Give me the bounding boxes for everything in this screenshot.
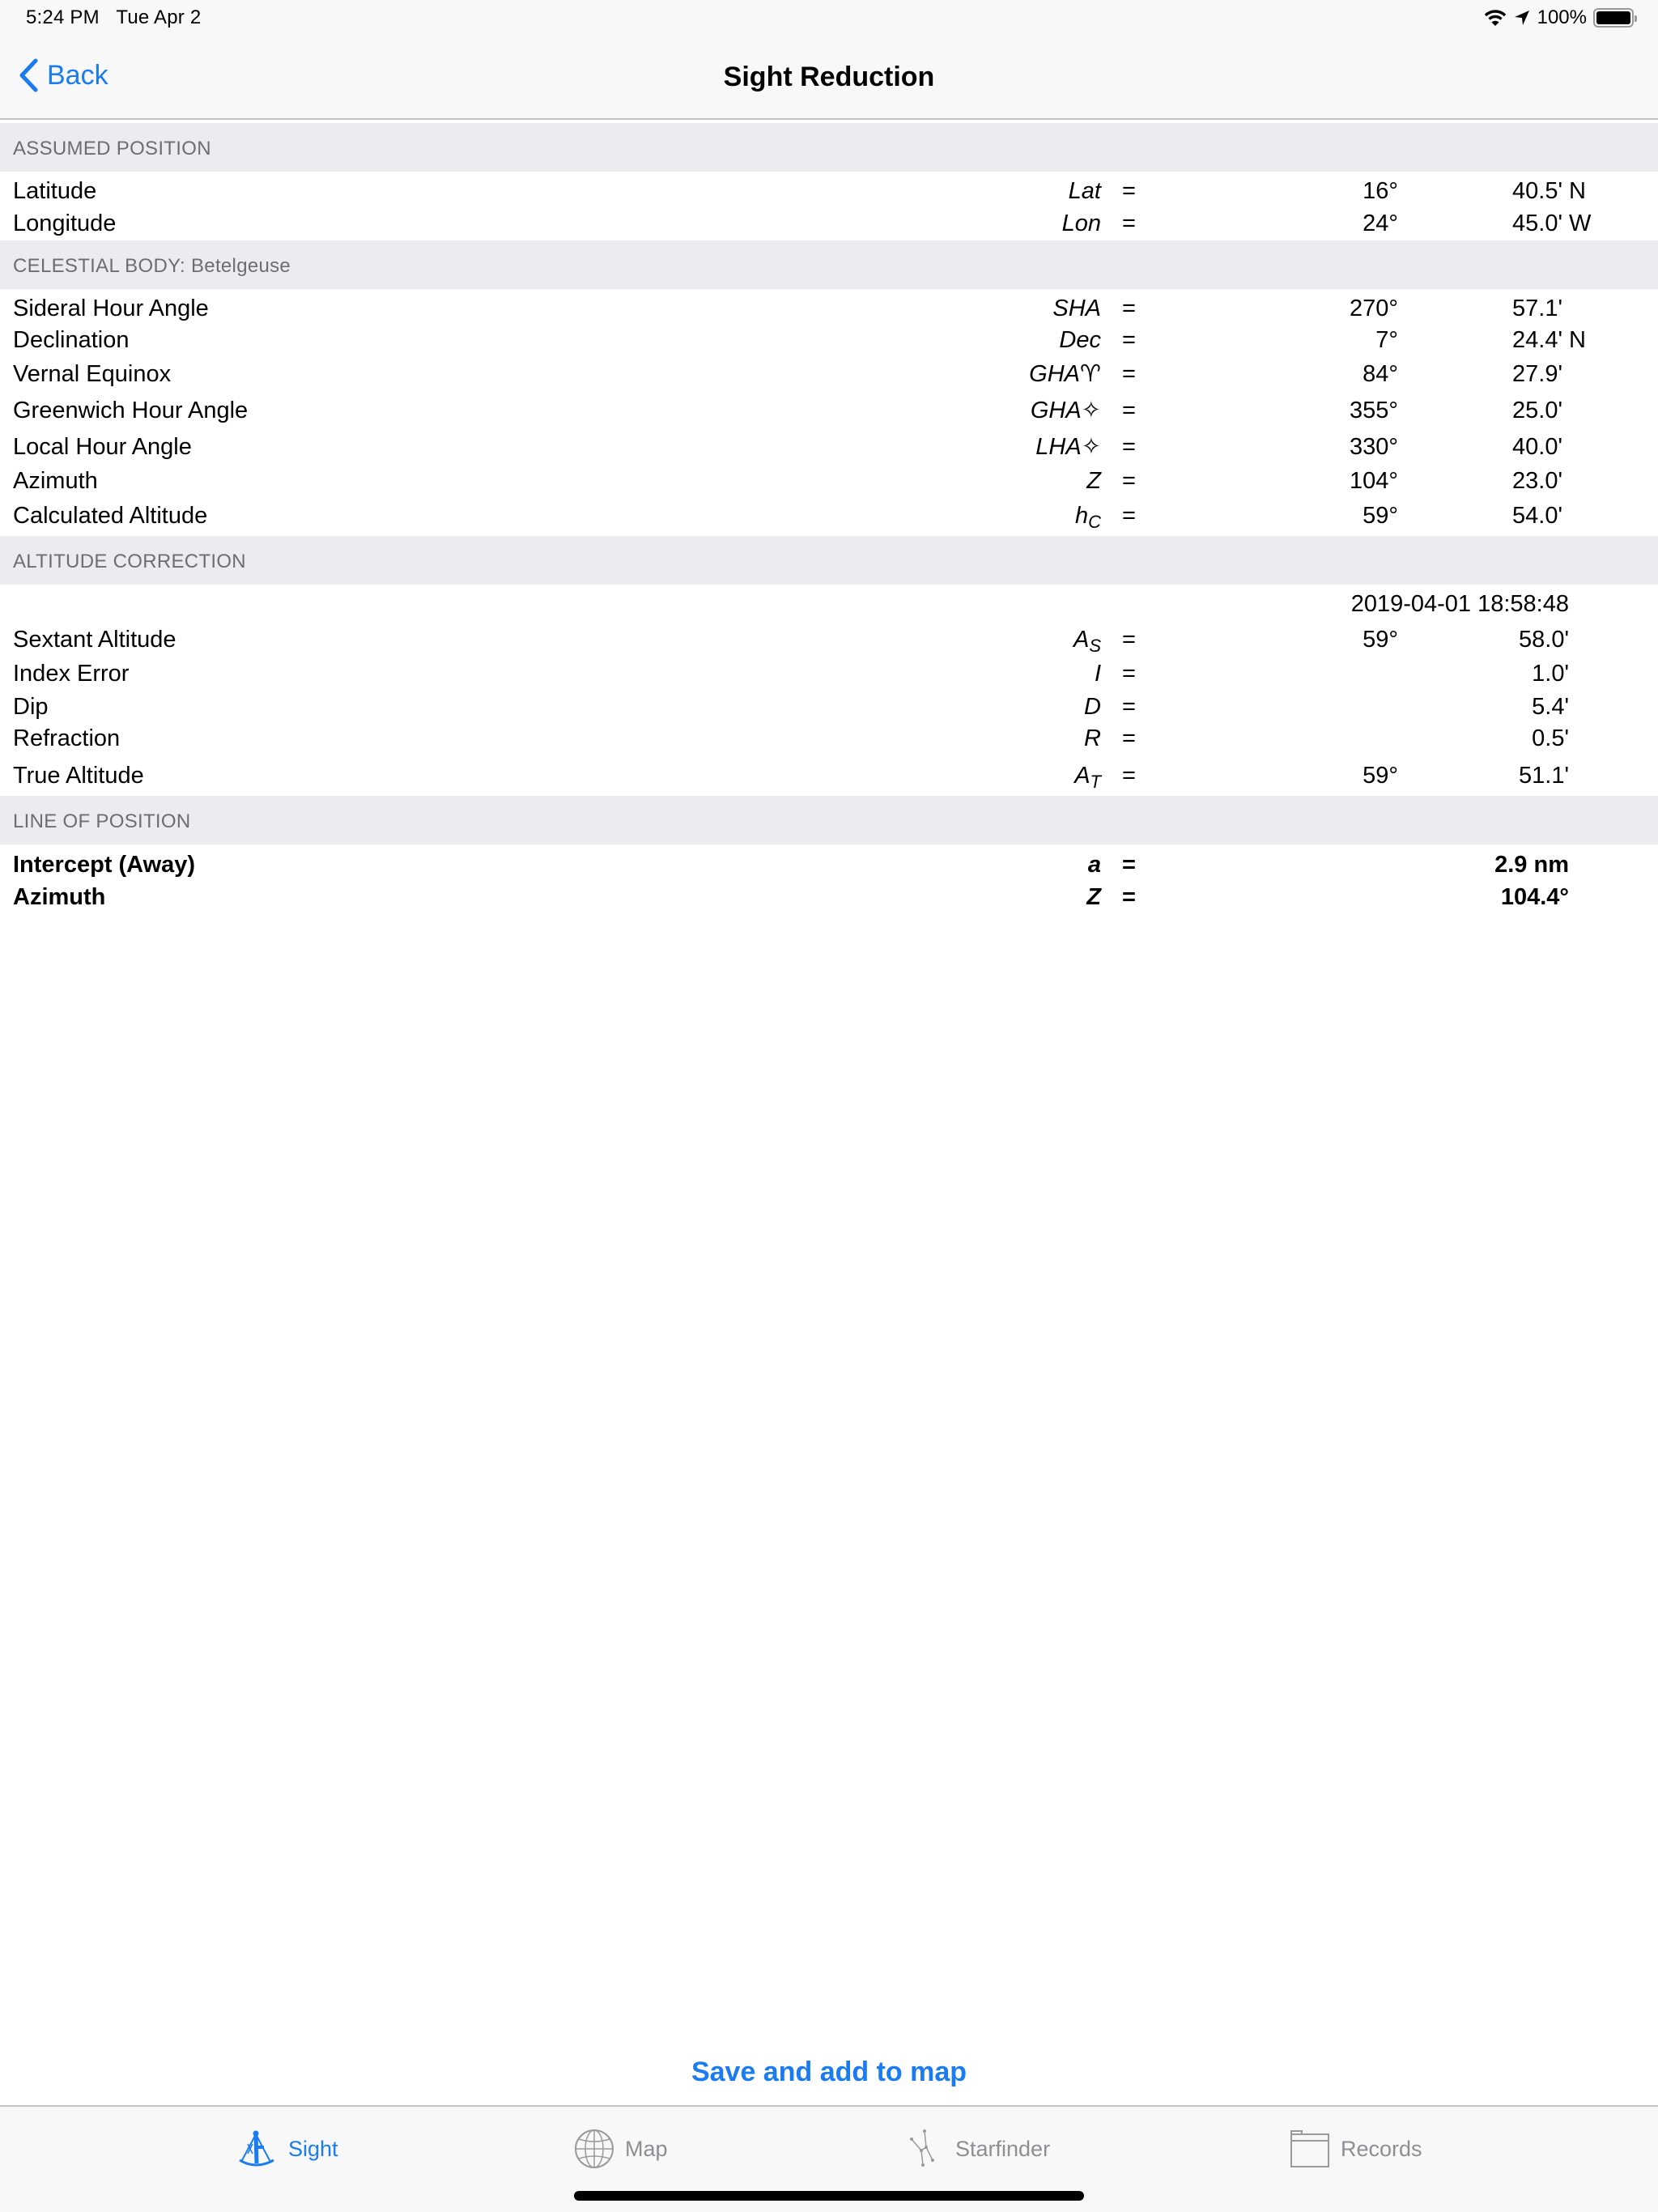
symbol-subscript: T	[1090, 772, 1101, 792]
status-time	[26, 6, 201, 29]
section-header-label: LINE OF POSITION	[13, 810, 191, 832]
row-symbol: a	[1087, 852, 1101, 878]
equals-sign: =	[1122, 327, 1136, 353]
save-and-add-to-map-button-container	[0, 2057, 1658, 2088]
minutes-value: 1.0'	[1532, 661, 1569, 687]
section-header-label: ASSUMED POSITION	[13, 138, 211, 160]
row-sextant-altitude	[0, 623, 1658, 656]
sight-timestamp: 2019-04-01 18:58:48	[1350, 591, 1569, 617]
row-label: Sideral Hour Angle	[13, 296, 209, 321]
minutes-value: 51.1'	[1519, 763, 1569, 789]
degrees-value: 270°	[1350, 296, 1398, 321]
azimuth-value: 104.4°	[1500, 884, 1569, 910]
symbol-subscript: C	[1088, 512, 1101, 532]
row-symbol: Z	[1086, 468, 1101, 494]
row-symbol	[1073, 623, 1101, 662]
row-true-altitude	[0, 759, 1658, 792]
folder-icon	[1289, 2128, 1331, 2170]
degrees-value: 355°	[1350, 398, 1398, 423]
tab-sight[interactable]	[236, 2126, 338, 2172]
row-label: Azimuth	[13, 468, 98, 494]
section-celestial-body	[0, 240, 1658, 289]
equals-sign: =	[1122, 763, 1136, 789]
row-index-error	[0, 657, 1658, 690]
equals-sign: =	[1122, 627, 1136, 653]
wifi-icon	[1484, 9, 1507, 27]
row-symbol: Lat	[1068, 178, 1101, 204]
section-altitude-correction	[0, 536, 1658, 585]
section-header-label: CELESTIAL BODY: Betelgeuse	[13, 255, 291, 277]
equals-sign: =	[1122, 211, 1136, 236]
row-dip	[0, 691, 1658, 723]
equals-sign: =	[1122, 361, 1136, 387]
minutes-value: 57.1'	[1512, 296, 1562, 321]
row-label: Intercept (Away)	[13, 852, 196, 878]
row-symbol: Z	[1086, 884, 1101, 910]
row-greenwich-hour-angle	[0, 394, 1658, 427]
degrees-value: 104°	[1350, 468, 1398, 494]
minutes-value: 27.9'	[1512, 361, 1562, 387]
minutes-value: 58.0'	[1519, 627, 1569, 653]
row-intercept	[0, 849, 1658, 881]
row-local-hour-angle	[0, 431, 1658, 463]
row-label: Index Error	[13, 661, 130, 687]
row-symbol: R	[1084, 725, 1101, 751]
equals-sign: =	[1122, 178, 1136, 204]
row-label: Calculated Altitude	[13, 503, 208, 529]
tab-map[interactable]	[573, 2126, 668, 2172]
section-header-label: ALTITUDE CORRECTION	[13, 551, 246, 572]
row-timestamp	[0, 588, 1658, 620]
row-declination	[0, 324, 1658, 356]
battery-icon	[1593, 8, 1634, 28]
degrees-value: 84°	[1363, 361, 1398, 387]
degrees-value: 7°	[1375, 327, 1398, 353]
tab-label: Map	[625, 2136, 668, 2161]
row-vernal-equinox	[0, 358, 1658, 390]
battery-percent: 100%	[1537, 6, 1587, 28]
sextant-icon	[236, 2128, 278, 2170]
row-label: True Altitude	[13, 763, 144, 789]
location-arrow-icon	[1513, 9, 1531, 27]
status-indicators	[1484, 5, 1634, 31]
status-clock: 5:24 PM	[26, 6, 100, 28]
degrees-value: 16°	[1363, 178, 1398, 204]
tab-starfinder[interactable]	[903, 2126, 1050, 2172]
row-symbol	[1074, 759, 1101, 798]
degrees-value: 59°	[1363, 627, 1398, 653]
row-longitude	[0, 207, 1658, 240]
tab-label: Records	[1341, 2136, 1422, 2161]
section-assumed-position	[0, 123, 1658, 172]
row-label: Refraction	[13, 725, 121, 751]
row-label: Greenwich Hour Angle	[13, 398, 249, 423]
row-label: Vernal Equinox	[13, 361, 172, 387]
status-bar	[0, 0, 1658, 36]
row-symbol-star: GHA✧	[1030, 398, 1101, 423]
row-symbol	[1075, 500, 1101, 538]
minutes-value: 5.4'	[1532, 694, 1569, 720]
equals-sign: =	[1122, 468, 1136, 494]
section-line-of-position	[0, 796, 1658, 844]
minutes-value: 25.0'	[1512, 398, 1562, 423]
row-label: Latitude	[13, 178, 97, 204]
symbol-base: h	[1074, 503, 1089, 529]
row-label: Dip	[13, 694, 49, 720]
tab-label: Sight	[288, 2136, 338, 2161]
degrees-value: 330°	[1350, 434, 1398, 460]
minutes-value: 24.4' N	[1512, 327, 1586, 353]
row-symbol: D	[1084, 694, 1101, 720]
symbol-base: A	[1074, 763, 1090, 789]
minutes-value: 40.0'	[1512, 434, 1562, 460]
intercept-value: 2.9 nm	[1494, 852, 1569, 878]
minutes-value: 0.5'	[1532, 725, 1569, 751]
equals-sign: =	[1122, 725, 1136, 751]
equals-sign: =	[1122, 296, 1136, 321]
row-label: Local Hour Angle	[13, 434, 192, 460]
minutes-value: 45.0' W	[1512, 211, 1592, 236]
minutes-value: 40.5' N	[1512, 178, 1586, 204]
equals-sign: =	[1122, 694, 1136, 720]
tab-records[interactable]	[1289, 2126, 1422, 2172]
home-indicator[interactable]	[574, 2191, 1084, 2201]
row-calculated-altitude	[0, 500, 1658, 532]
minutes-value: 54.0'	[1512, 503, 1562, 529]
row-symbol-aries: GHA♈	[1029, 361, 1101, 387]
row-symbol: Lon	[1061, 211, 1101, 236]
equals-sign: =	[1122, 661, 1136, 687]
symbol-base: A	[1073, 627, 1090, 653]
equals-sign: =	[1122, 852, 1136, 878]
row-lop-azimuth	[0, 881, 1658, 913]
degrees-value: 24°	[1363, 211, 1398, 236]
row-label: Longitude	[13, 211, 117, 236]
row-sideral-hour-angle	[0, 292, 1658, 325]
row-label: Sextant Altitude	[13, 627, 176, 653]
row-latitude	[0, 175, 1658, 207]
navigation-bar	[0, 36, 1658, 120]
equals-sign: =	[1122, 884, 1136, 910]
row-azimuth	[0, 465, 1658, 497]
row-symbol: SHA	[1052, 296, 1101, 321]
degrees-value: 59°	[1363, 763, 1398, 789]
minutes-value: 23.0'	[1512, 468, 1562, 494]
globe-icon	[573, 2128, 615, 2170]
row-symbol: Dec	[1059, 327, 1101, 353]
page-title: Sight Reduction	[723, 62, 935, 92]
constellation-icon	[903, 2128, 946, 2170]
row-refraction	[0, 722, 1658, 755]
row-label: Declination	[13, 327, 130, 353]
equals-sign: =	[1122, 434, 1136, 460]
symbol-subscript: S	[1089, 636, 1101, 656]
row-symbol-star: LHA✧	[1035, 434, 1101, 460]
degrees-value: 59°	[1363, 503, 1398, 529]
status-date: Tue Apr 2	[116, 6, 202, 28]
row-symbol: I	[1094, 661, 1101, 687]
save-and-add-to-map-button[interactable]: Save and add to map	[691, 2057, 967, 2087]
equals-sign: =	[1122, 503, 1136, 529]
equals-sign: =	[1122, 398, 1136, 423]
tab-label: Starfinder	[955, 2136, 1051, 2161]
back-label: Back	[47, 59, 108, 91]
row-label: Azimuth	[13, 884, 106, 910]
